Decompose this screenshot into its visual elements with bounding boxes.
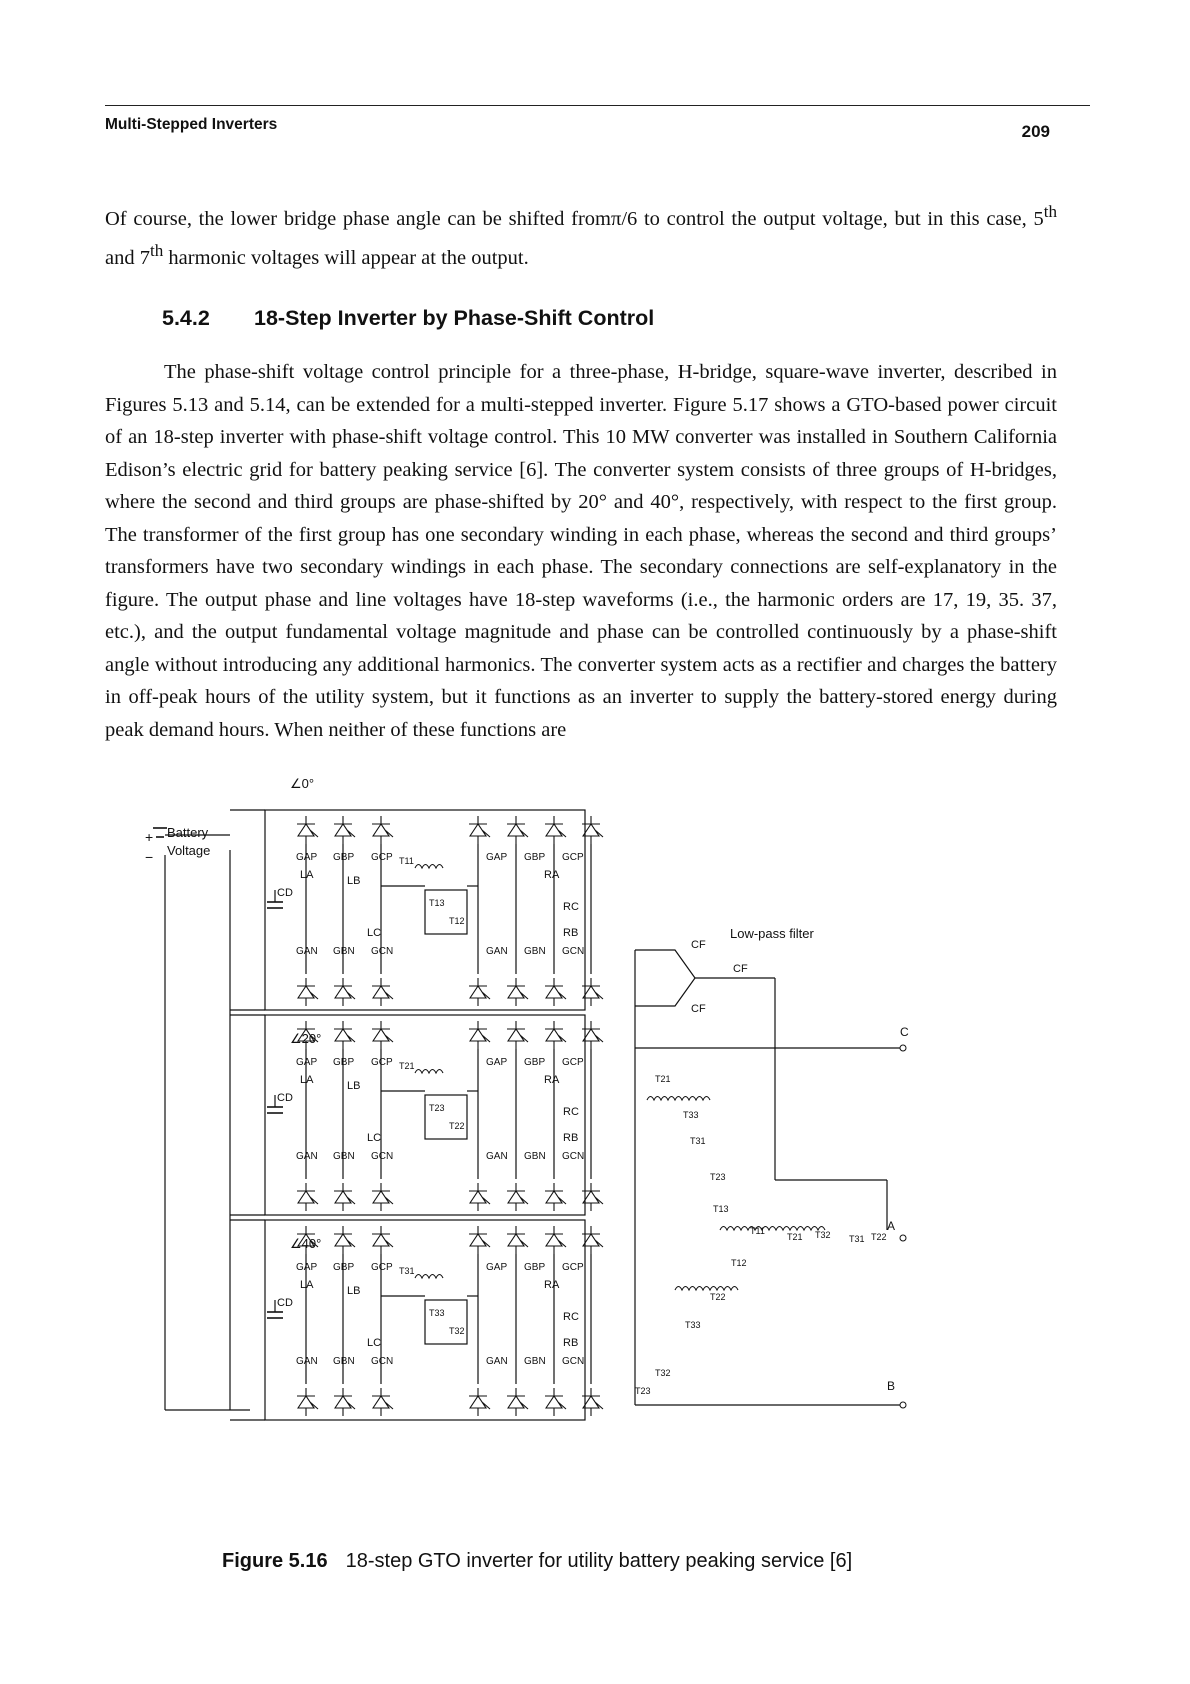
gto-lower-icon (469, 1388, 490, 1416)
gate-label-p: GCP (562, 852, 584, 863)
gate-label-n: GCN (562, 1151, 585, 1162)
gate-label-n: GCN (371, 1356, 394, 1367)
gto-upper-icon (297, 816, 318, 844)
secondary-label: T22 (871, 1232, 887, 1242)
circuit-diagram (135, 776, 985, 1540)
battery-minus-sign: − (145, 849, 154, 865)
filter-delta (635, 950, 695, 1006)
gate-label-p: GAP (486, 1057, 508, 1068)
primary-winding-icon (415, 865, 443, 869)
dc-capacitor-label: CD (277, 1297, 293, 1309)
gto-upper-icon (507, 1226, 528, 1254)
leg-label-ra: RA (544, 1279, 560, 1291)
transformer-label: T33 (429, 1308, 445, 1318)
primary-winding-box (425, 890, 467, 934)
transformer-label: T11 (399, 856, 414, 866)
gto-lower-icon (372, 1388, 393, 1416)
phase-angle-label: ∠40° (290, 1236, 322, 1251)
transformer-label: T12 (449, 916, 465, 926)
secondary-label: T32 (815, 1230, 831, 1240)
output-terminal-a: A (887, 1219, 896, 1233)
gto-lower-icon (469, 1183, 490, 1211)
gto-upper-icon (545, 816, 566, 844)
gate-label-p: GAP (296, 852, 318, 863)
running-head: Multi-Stepped Inverters (105, 116, 278, 133)
leg-label-rb: RB (563, 1132, 579, 1144)
primary-winding-icon (415, 1275, 443, 1279)
gto-lower-icon (297, 1388, 318, 1416)
gto-upper-icon (372, 816, 393, 844)
transformer-label: T21 (399, 1061, 415, 1071)
gate-label-n: GBN (333, 946, 355, 957)
secondary-label: T21 (787, 1232, 803, 1242)
terminal-c-dot (900, 1045, 906, 1051)
leg-label-rc: RC (563, 1106, 579, 1118)
gto-upper-icon (469, 1226, 490, 1254)
gate-label-n: GCN (371, 946, 394, 957)
gto-lower-icon (469, 978, 490, 1006)
leg-label-lb: LB (347, 1080, 361, 1092)
gto-lower-icon (372, 978, 393, 1006)
gate-label-p: GCP (562, 1057, 584, 1068)
primary-winding-box (425, 1095, 467, 1139)
phase-angle-label: ∠20° (290, 1031, 322, 1046)
leg-label-lc: LC (367, 927, 382, 939)
gto-upper-icon (469, 816, 490, 844)
gto-upper-icon (334, 816, 355, 844)
gto-lower-icon (545, 1388, 566, 1416)
secondary-label: T32 (655, 1368, 671, 1378)
primary-winding-icon (415, 1070, 443, 1074)
gate-label-n: GAN (296, 946, 318, 957)
figure-caption (222, 1550, 852, 1573)
gate-label-p: GCP (371, 852, 393, 863)
gate-label-p: GCP (371, 1057, 393, 1068)
transformer-label: T22 (449, 1121, 465, 1131)
leg-label-lc: LC (367, 1337, 382, 1349)
dc-capacitor-label: CD (277, 1092, 293, 1104)
battery-voltage-label: Voltage (167, 843, 211, 858)
battery-plus-sign: + (145, 829, 154, 845)
gate-label-p: GAP (486, 1262, 508, 1273)
gate-label-n: GAN (296, 1151, 318, 1162)
secondary-winding-icon (647, 1097, 710, 1101)
gate-label-n: GAN (296, 1356, 318, 1367)
leg-label-rc: RC (563, 1311, 579, 1323)
leg-label-ra: RA (544, 1074, 560, 1086)
paragraph-2: The phase-shift voltage control principle for a three-phase, H-bridge, square-wave inverter, described in Figures 5.13 and 5.14, can be extended for a multi-stepped inverter. Figure 5.17 shows a GTO-based power circuit of an 18-step inverter with phase-shift voltage control. This 10 MW converter was installed in Southern California Edison’s electric grid for battery peaking service [6]. The converter system consists of three groups of H-bridges, where the second and third groups are phase-shifted by 20° and 40°, respectively, with respect to the first group. The transformer of the first group has one secondary winding in each phase, whereas the second and third groups’ transformers have two secondary windings in each phase. The secondary connections are self-explanatory in the figure. The output phase and line voltages have 18-step waveforms (i.e., the harmonic orders are 17, 19, 35. 37, etc.), and the output fundamental voltage magnitude and phase can be controlled continuously by a phase-shift angle without introducing any additional harmonics. The converter system acts as a rectifier and charges the battery in off-peak hours of the utility system, but it functions as an inverter to supply the battery-stored energy during peak demand hours. When neither of these functions are (105, 361, 1057, 741)
gto-upper-icon (334, 1021, 355, 1049)
caption-text: 18-step GTO inverter for utility battery peaking service [6] (345, 1550, 853, 1572)
gto-lower-icon (334, 978, 355, 1006)
gate-label-n: GBN (524, 946, 546, 957)
gto-upper-icon (507, 816, 528, 844)
gto-lower-icon (507, 1388, 528, 1416)
dc-capacitor-label: CD (277, 887, 293, 899)
gate-label-n: GBN (524, 1356, 546, 1367)
transformer-label: T31 (399, 1266, 415, 1276)
transformer-label: T13 (429, 898, 445, 908)
gate-label-n: GAN (486, 946, 508, 957)
gto-lower-icon (334, 1183, 355, 1211)
secondary-label: T12 (731, 1258, 747, 1268)
gto-lower-icon (507, 978, 528, 1006)
gto-upper-icon (545, 1226, 566, 1254)
section-number: 5.4.2 (162, 306, 210, 330)
gto-lower-icon (507, 1183, 528, 1211)
secondary-label: T33 (683, 1110, 699, 1120)
leg-label-lc: LC (367, 1132, 382, 1144)
output-terminal-c: C (900, 1025, 909, 1039)
gto-upper-icon (469, 1021, 490, 1049)
phase-angle-label: ∠0° (290, 776, 315, 791)
gto-upper-icon (334, 1226, 355, 1254)
gate-label-p: GAP (486, 852, 508, 863)
gate-label-p: GBP (524, 1057, 546, 1068)
secondary-winding-icon (675, 1287, 738, 1291)
battery-label: Battery (167, 825, 209, 840)
page-header (105, 105, 1090, 145)
gate-label-n: GCN (371, 1151, 394, 1162)
secondary-label: T13 (713, 1204, 729, 1214)
gate-label-p: GBP (333, 852, 355, 863)
gate-label-n: GAN (486, 1356, 508, 1367)
terminal-b-dot (900, 1402, 906, 1408)
secondary-label: T21 (655, 1074, 671, 1084)
gate-label-p: GCP (562, 1262, 584, 1273)
low-pass-filter-label: Low-pass filter (730, 926, 814, 941)
gate-label-n: GBN (333, 1356, 355, 1367)
gate-label-p: GBP (524, 852, 546, 863)
gate-label-n: GBN (333, 1151, 355, 1162)
secondary-label: T31 (849, 1234, 865, 1244)
filter-capacitor-label: CF (733, 963, 748, 975)
secondary-label: T23 (635, 1386, 651, 1396)
leg-label-la: LA (300, 1279, 314, 1291)
secondary-label: T31 (690, 1136, 706, 1146)
gto-upper-icon (507, 1021, 528, 1049)
header-rule (105, 105, 1090, 106)
secondary-series-winding-icon (720, 1227, 825, 1231)
figure-18-step-inverter (135, 776, 985, 1540)
terminal-a-dot (900, 1235, 906, 1241)
primary-winding-box (425, 1300, 467, 1344)
leg-label-la: LA (300, 1074, 314, 1086)
gto-lower-icon (545, 1183, 566, 1211)
gto-lower-icon (297, 978, 318, 1006)
gate-label-n: GCN (562, 1356, 585, 1367)
gto-upper-icon (545, 1021, 566, 1049)
gto-lower-icon (297, 1183, 318, 1211)
secondary-label: T23 (710, 1172, 726, 1182)
secondary-label: T11 (750, 1226, 765, 1236)
transformer-label: T32 (449, 1326, 465, 1336)
gate-label-p: GAP (296, 1057, 318, 1068)
leg-label-rb: RB (563, 927, 579, 939)
gate-label-n: GCN (562, 946, 585, 957)
gto-upper-icon (372, 1226, 393, 1254)
gate-label-p: GBP (333, 1262, 355, 1273)
section-title: 18-Step Inverter by Phase-Shift Control (254, 306, 655, 330)
filter-capacitor-label: CF (691, 939, 706, 951)
output-terminal-b: B (887, 1379, 896, 1393)
gate-label-n: GBN (524, 1151, 546, 1162)
caption-label: Figure 5.16 (222, 1550, 328, 1572)
filter-capacitor-label: CF (691, 1003, 706, 1015)
page-number: 209 (1021, 122, 1050, 141)
paragraph-1: Of course, the lower bridge phase angle can be shifted fromπ/6 to control the output voltage, but in this case, 5th and 7th harmonic voltages will appear at the output. (105, 202, 1057, 270)
leg-label-lb: LB (347, 1285, 361, 1297)
secondary-label: T22 (710, 1292, 726, 1302)
transformer-label: T23 (429, 1103, 445, 1113)
gate-label-p: GCP (371, 1262, 393, 1273)
gto-lower-icon (545, 978, 566, 1006)
gto-upper-icon (372, 1021, 393, 1049)
section-heading (162, 306, 654, 331)
leg-label-rc: RC (563, 901, 579, 913)
leg-label-la: LA (300, 869, 314, 881)
gate-label-p: GAP (296, 1262, 318, 1273)
secondary-label: T33 (685, 1320, 701, 1330)
gate-label-n: GAN (486, 1151, 508, 1162)
leg-label-ra: RA (544, 869, 560, 881)
gto-lower-icon (334, 1388, 355, 1416)
gto-lower-icon (372, 1183, 393, 1211)
leg-label-rb: RB (563, 1337, 579, 1349)
gate-label-p: GBP (333, 1057, 355, 1068)
gate-label-p: GBP (524, 1262, 546, 1273)
leg-label-lb: LB (347, 875, 361, 887)
